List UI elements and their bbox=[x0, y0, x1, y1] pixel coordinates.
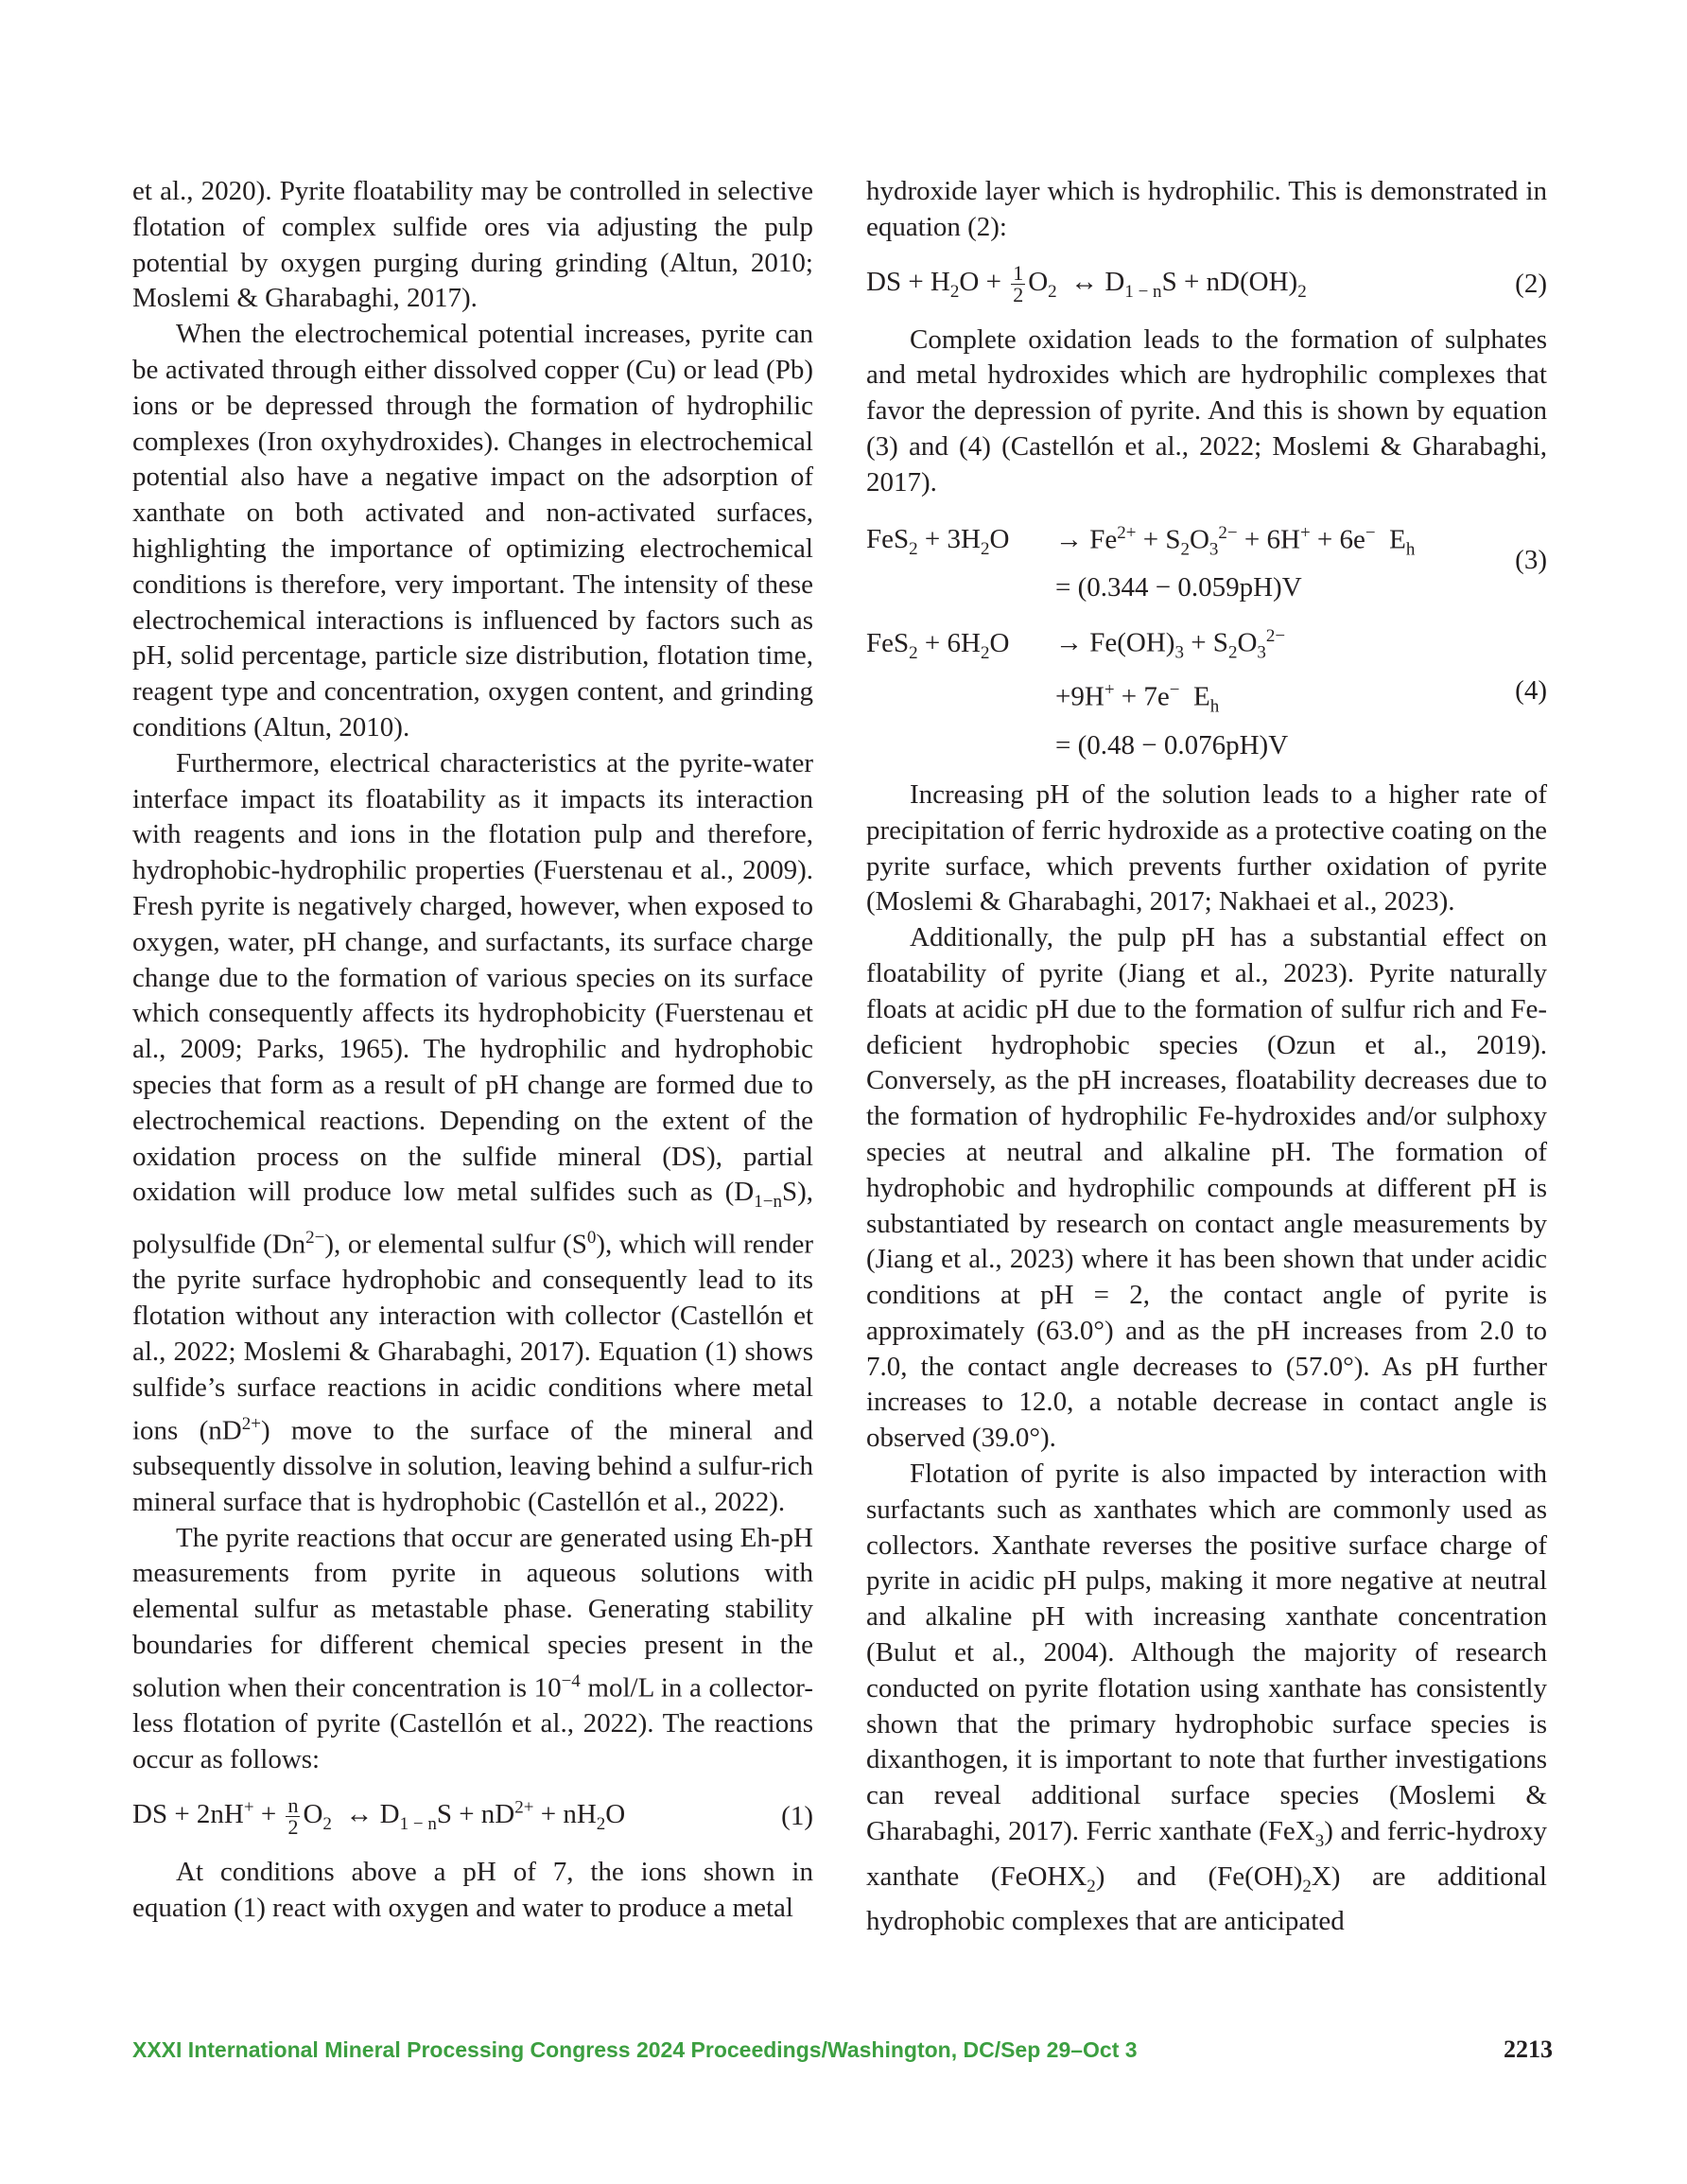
equation-line: +9H+ + 7e− $E_h$ bbox=[1055, 680, 1220, 717]
paragraph: Furthermore, electrical characteristics at the pyrite-water interface impact its floatability as it impacts its interaction with reagents and ions in the flotation pulp and therefore, hydrophobic-hydrophilic properties (Fuerstenau et al., 2009). Fresh pyrite is negatively charged, however, when exposed to oxygen, water, pH change, and surfactants, its surface charge change due to the formation of various species on its surface which consequently affects its hydrophobicity (Fuerstenau et al., 2009; Parks, 1965). The hydrophilic and hydrophobic species that form as a result of pH change are formed due to electrochemical reactions. Depending on the extent of the oxidation process on the sulfide mineral (DS), partial oxidation will produce low metal sulfides such as $(D_{1-n}S)$, polysulfide $(Dn^{2-})$, or elemental sulfur $(S^0)$, which will render the pyrite surface hydrophobic and consequently lead to its flotation without any interaction with collector (Castellón et al., 2022; Moslemi & Gharabaghi, 2017). Equation (1) shows sulfide’s surface reactions in acidic conditions where metal ions $(nD^{2+})$ move to the surface of the mineral and subsequently dissolve in solution, leaving behind a sulfur-rich mineral surface that is hydrophobic (Castellón et al., 2022). bbox=[132, 747, 813, 1517]
equation-line: $FeS_2 + 3H_2O \to Fe^{2+} + S_2O_3^{2-} + 6H^+ + 6e^-$ $E_h$ bbox=[866, 522, 1416, 560]
equation-number: (3) bbox=[1515, 544, 1547, 575]
equation-line: $FeS_2 + 6H_2O \to Fe(OH)_3 + S_2O_3^{2-}$ bbox=[866, 626, 1286, 663]
equation-2 bbox=[866, 260, 1547, 306]
paragraph: hydroxide layer which is hydrophilic. This is demonstrated in equation (2): bbox=[866, 176, 1547, 242]
paragraph: et al., 2020). Pyrite floatability may be controlled in selective flotation of complex sulfide ores via adjusting the pulp potential by oxygen purging during grinding (Altun, 2010; Moslemi & Gharabaghi, 2017). bbox=[132, 176, 813, 314]
page-number: 2213 bbox=[1504, 2035, 1553, 2063]
equation-line: = (0.344 − 0.059pH)V bbox=[1055, 572, 1302, 603]
right-column bbox=[866, 174, 1547, 1940]
paragraph: Increasing pH of the solution leads to a higher rate of precipitation of ferric hydroxide as a protective coating on the pyrite surface, which prevents further oxidation of pyrite (Moslemi & Gharabaghi, 2017; Nakhaei et al., 2023). bbox=[866, 778, 1547, 917]
equation-line: = (0.48 − 0.076pH)V bbox=[1055, 729, 1289, 760]
equation-1 bbox=[132, 1792, 813, 1839]
paragraph: The pyrite reactions that occur are generated using Eh-pH measurements from pyrite in aqueous solutions with elemental sulfur as metastable phase. Generating stability boundaries for different chemical species present in the solution when their concentration is $10^{-4}$ mol/L in a collector-less flotation of pyrite (Castellón et al., 2022). The reactions occur as follows: bbox=[132, 1522, 813, 1775]
paragraph: Flotation of pyrite is also impacted by interaction with surfactants such as xanthates which are commonly used as collectors. Xanthate reverses the positive surface charge of pyrite in acidic pH pulps, making it more negative at neutral and alkaline pH with increasing xanthate concentration (Bulut et al., 2004). Although the majority of research conducted on pyrite flotation using xanthate has consistently shown that the primary hydrophobic surface species is dixanthogen, it is important to note that further investigations can reveal additional surface species (Moslemi & Gharabaghi, 2017). Ferric xanthate (FeX$_3$) and ferric-hydroxy xanthate (FeOHX$_2$) and $(Fe(OH)_2X)$ are additional hydrophobic complexes that are anticipated bbox=[866, 1459, 1547, 1937]
paragraph: When the electrochemical potential increases, pyrite can be activated through either dissolved copper (Cu) or lead (Pb) ions or be depressed through the formation of hydrophilic complexes (Iron oxyhydroxides). Changes in electrochemical potential also have a negative impact on the adsorption of xanthate on both activated and non-activated surfaces, highlighting the importance of optimizing electrochemical conditions is therefore, very important. The intensity of these electrochemical interactions is influenced by factors such as pH, solid percentage, particle size distribution, flotation time, reagent type and concentration, oxygen content, and grinding conditions (Altun, 2010). bbox=[132, 319, 813, 743]
equation-3 bbox=[866, 516, 1547, 604]
left-column bbox=[132, 174, 813, 1926]
equation-4 bbox=[866, 620, 1547, 762]
conference-footer: XXXI International Mineral Processing Congress 2024 Proceedings/Washington, DC/Sep 29–Oct 3 bbox=[132, 2037, 1138, 2062]
equation-body: DS + $H_2O$ + $\frac{1}{2}$ $O_2$ ↔ $D_{1 - n}S + nD(OH)_2$ bbox=[866, 260, 1307, 306]
paragraph: At conditions above a pH of 7, the ions shown in equation (1) react with oxygen and water to produce a metal bbox=[132, 1856, 813, 1923]
equation-number: (2) bbox=[1515, 268, 1547, 299]
equation-body: DS + 2nH+ + $\frac{n}{2}$ $O_2$ ↔ $D_{1 - n}S + nD^{2+} + nH_2O$ bbox=[132, 1792, 626, 1839]
paragraph: Additionally, the pulp pH has a substantial effect on floatability of pyrite (Jiang et al., 2023). Pyrite naturally floats at acidic pH due to the formation of sulfur rich and Fe-deficient hydrophobic species (Ozun et al., 2019). Conversely, as the pH increases, floatability decreases due to the formation of hydrophilic Fe-hydroxides and/or sulphoxy species at neutral and alkaline pH. The formation of hydrophobic and hydrophilic compounds at different pH is substantiated by research on contact angle measurements by (Jiang et al., 2023) where it has been shown that under acidic conditions at pH = 2, the contact angle of pyrite is approximately (63.0°) and as the pH increases from 2.0 to 7.0, the contact angle decreases to (57.0°). As pH further increases to 12.0, a notable decrease in contact angle is observed (39.0°). bbox=[866, 922, 1547, 1454]
paragraph: Complete oxidation leads to the formation of sulphates and metal hydroxides which are hydrophilic complexes that favor the depression of pyrite. And this is shown by equation (3) and (4) (Castellón et al., 2022; Moslemi & Gharabaghi, 2017). bbox=[866, 323, 1547, 498]
equation-number: (4) bbox=[1515, 674, 1547, 706]
equation-number: (1) bbox=[781, 1800, 813, 1831]
page-footer bbox=[132, 2035, 1553, 2064]
